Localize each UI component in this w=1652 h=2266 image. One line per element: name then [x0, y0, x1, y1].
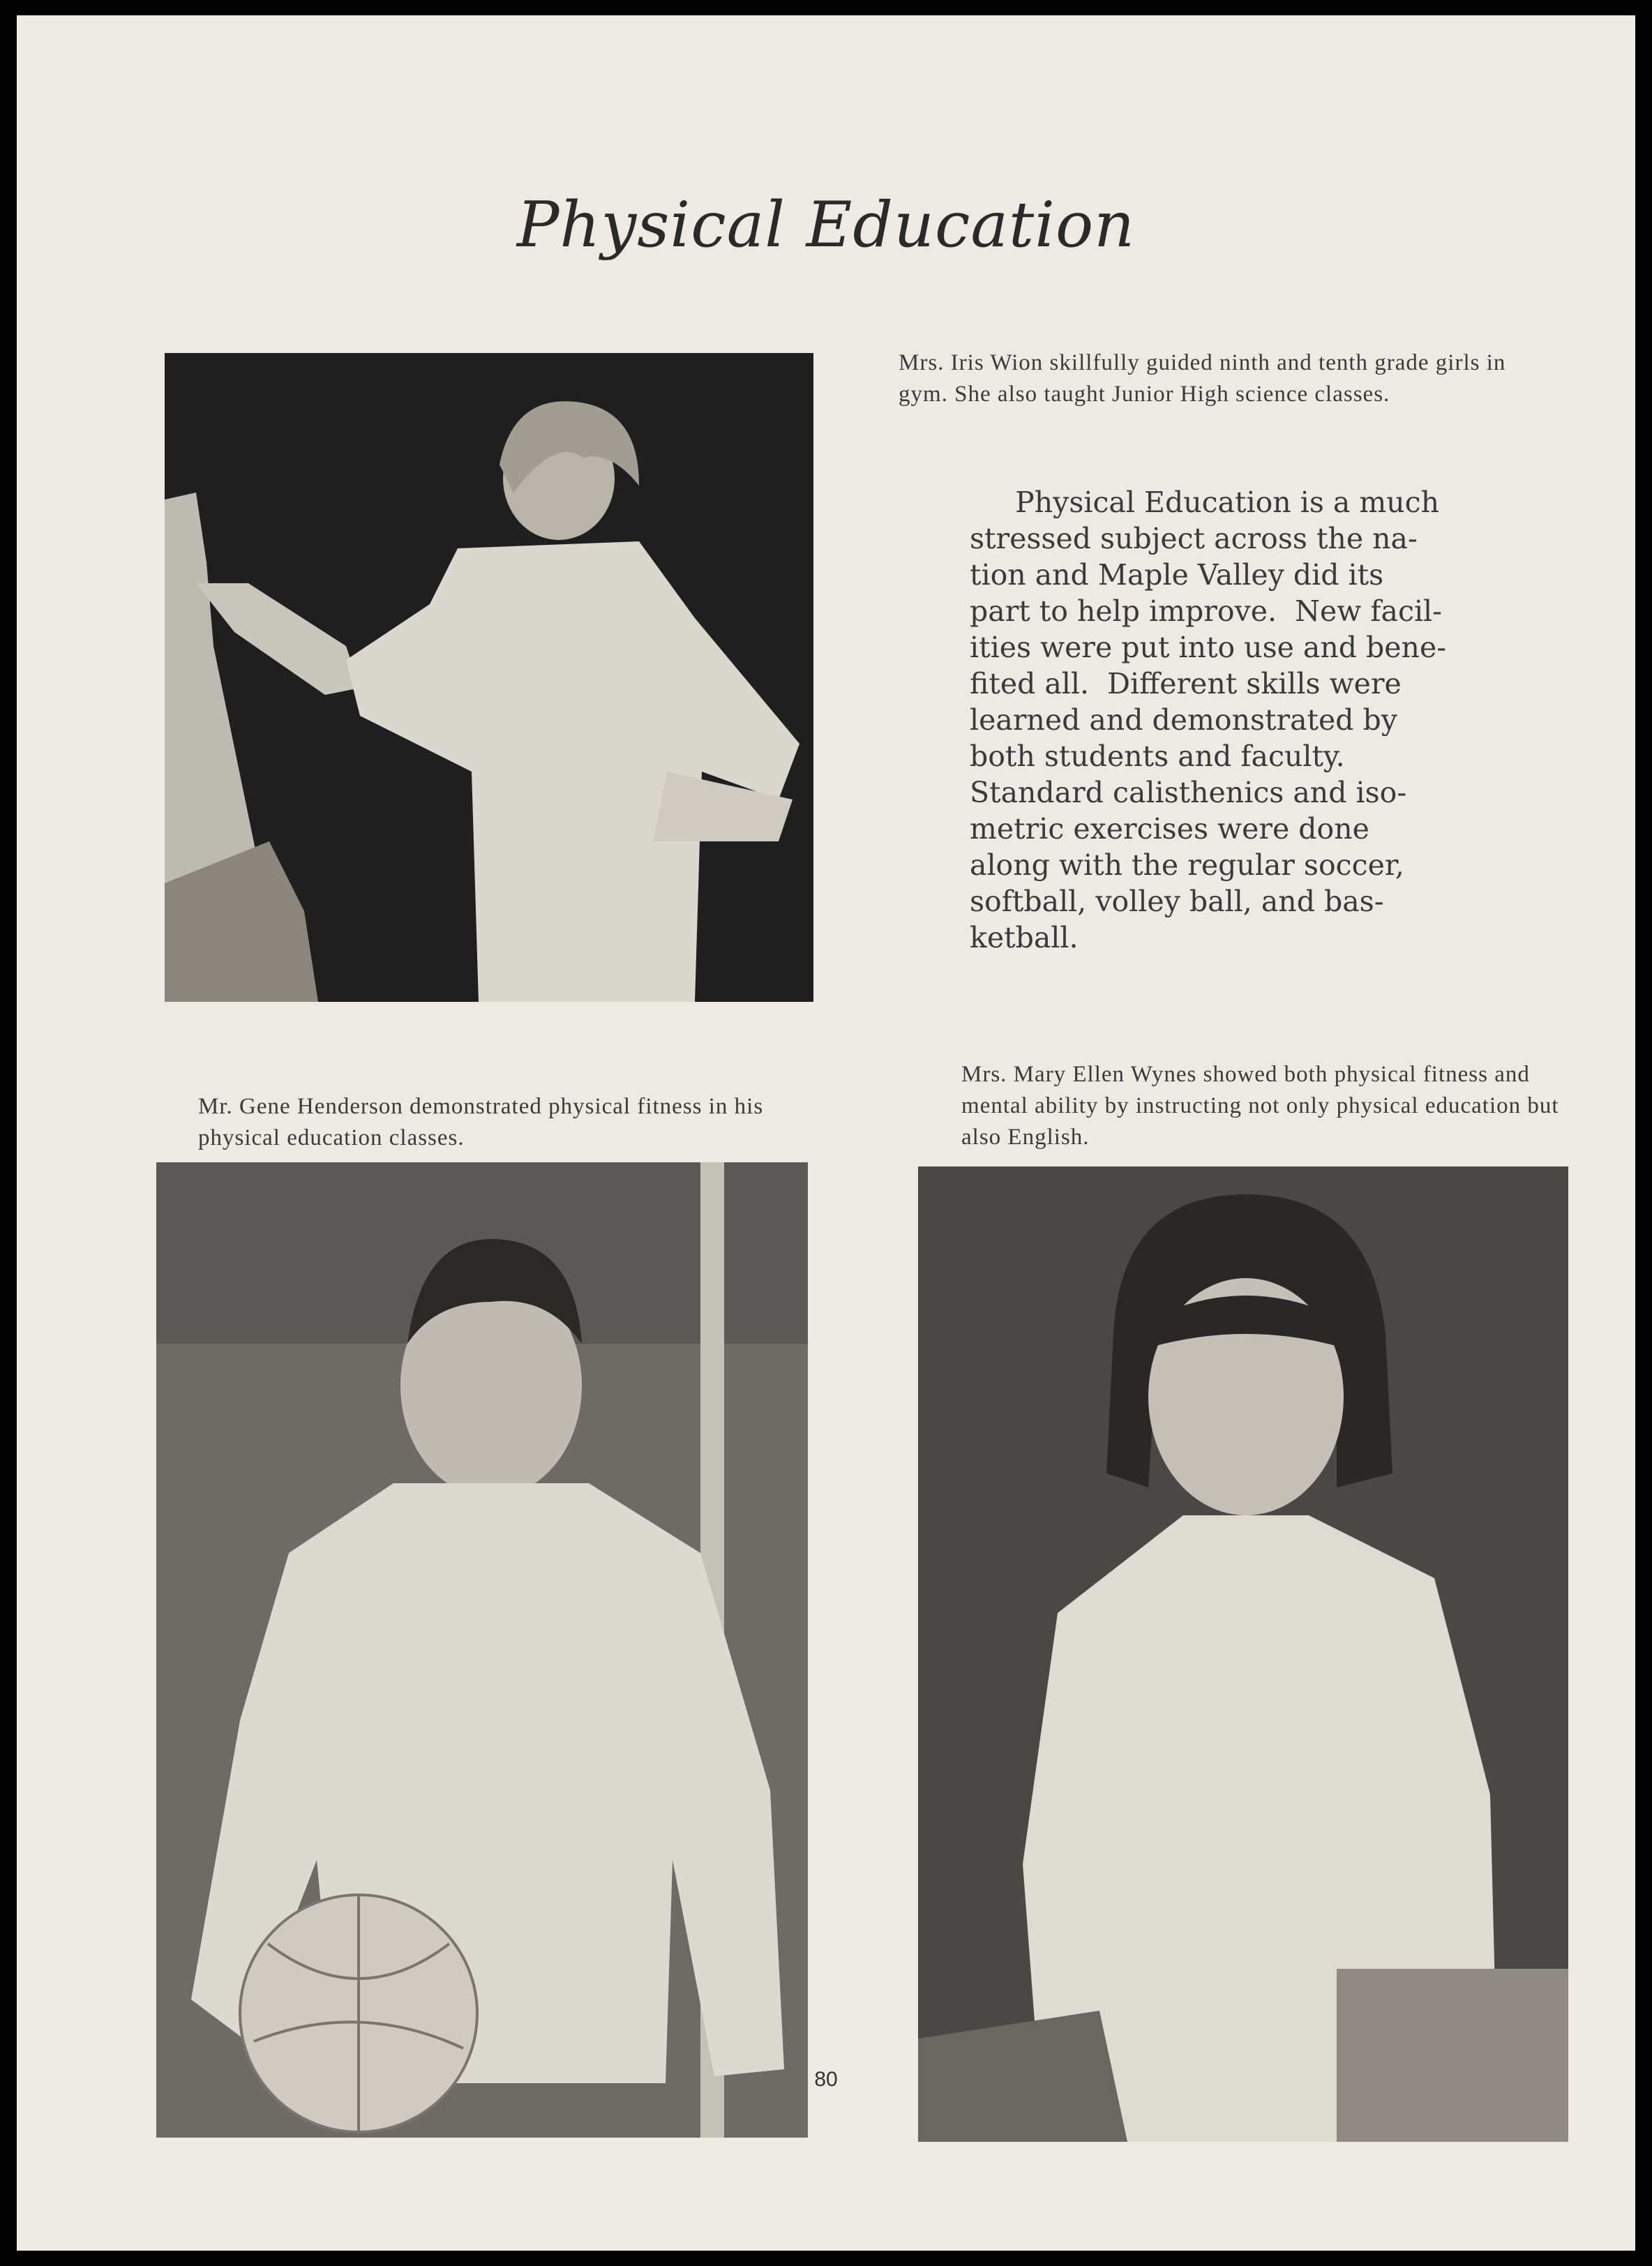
page-number: 80 [814, 2068, 838, 2091]
article-body: Physical Education is a much stressed subject across the na- tion and Maple Valley did its part to help improve. New facil- ities were put into use and bene- fited all. Different skills were learned and demonstrated by both students and faculty. Standard calisthenics and iso- metric exercises were done along with the regular soccer, softball, volley ball, and bas- ketball. [970, 486, 1447, 954]
photo-iris-wion [165, 353, 813, 1002]
photo-gene-henderson-image [156, 1162, 808, 2138]
photo-iris-wion-image [165, 353, 813, 1002]
photo-mary-ellen-wynes-image [918, 1166, 1568, 2142]
caption-gene-henderson: Mr. Gene Henderson demonstrated physical fitness in his physical education classes. [198, 1094, 764, 1150]
yearbook-page [17, 15, 1635, 2251]
photo-gene-henderson [156, 1162, 808, 2138]
caption-mary-ellen-wynes: Mrs. Mary Ellen Wynes showed both physical fitness and mental ability by instructing not only physical education but also English. [961, 1062, 1559, 1150]
photo-mary-ellen-wynes [918, 1166, 1568, 2142]
caption-iris-wion: Mrs. Iris Wion skillfully guided ninth and tenth grade girls in gym. She also taught Junior High science classes. [899, 350, 1506, 407]
page-title: Physical Education [516, 188, 1136, 262]
